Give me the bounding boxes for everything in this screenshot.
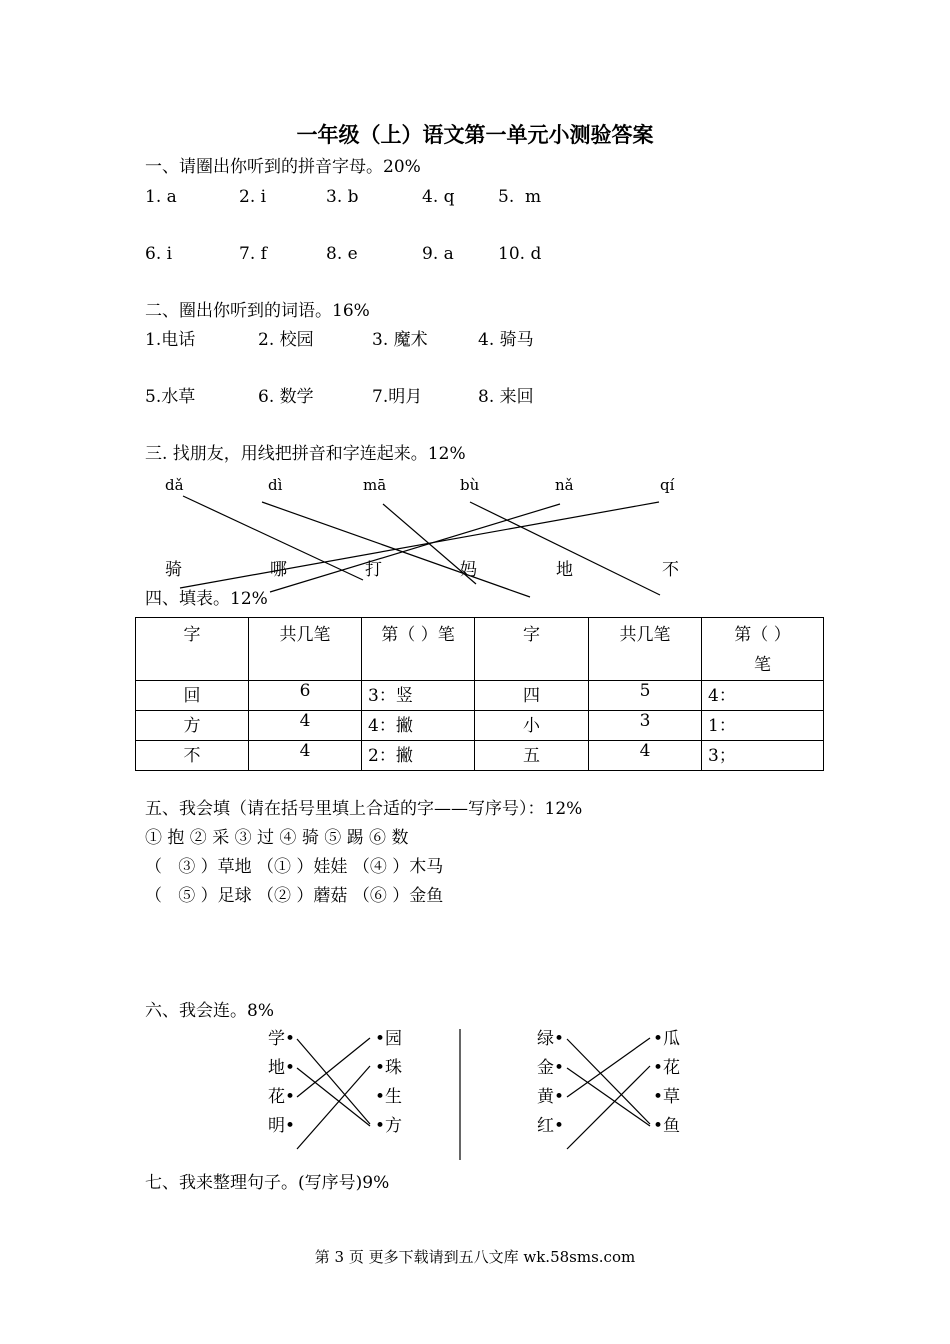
table-cell: 4	[249, 711, 362, 741]
match-link-line	[297, 1068, 370, 1126]
table-row	[136, 741, 824, 771]
match-left: 地•	[268, 1058, 296, 1078]
table-cell: 4：	[702, 681, 824, 711]
sec5-answer-line: （ ⑤ ）足球 （② ）蘑菇 （⑥ ）金鱼	[145, 886, 444, 906]
table-header-cell: 字	[136, 618, 249, 681]
header-part: 第（ ）	[734, 625, 791, 645]
table-header-cell: 第（ ）笔	[362, 618, 475, 681]
hanzi-label: 打	[365, 560, 382, 580]
pinyin-label: nǎ	[555, 476, 574, 494]
pinyin-label: dǎ	[165, 476, 184, 494]
sec1-item: 5. m	[498, 187, 542, 207]
sec2-item: 8. 来回	[478, 387, 534, 407]
match-right: •生	[375, 1087, 403, 1107]
match-left: 花•	[268, 1087, 296, 1107]
table-header-cell: 共几笔	[589, 618, 702, 681]
sec2-item: 1.电话	[145, 330, 196, 350]
table-cell: 回	[136, 681, 249, 711]
match-link-line	[297, 1039, 370, 1124]
hanzi-label: 不	[662, 560, 679, 580]
match-link-line	[567, 1068, 650, 1126]
table-cell: 3；	[702, 741, 824, 771]
pinyin-link-line	[270, 504, 560, 592]
sec1-item: 7. f	[239, 244, 267, 264]
sec2-item: 6. 数学	[258, 387, 314, 407]
sec1-item: 8. e	[326, 244, 358, 264]
pinyin-link-line	[262, 502, 530, 597]
sec1-item: 6. i	[145, 244, 173, 264]
sec5-answer-line: （ ③ ）草地 （① ）娃娃 （④ ）木马	[145, 857, 444, 877]
section-1-heading: 一、请圈出你听到的拼音字母。20%	[145, 157, 421, 177]
match-right: •园	[375, 1029, 403, 1049]
section-7-heading: 七、我来整理句子。(写序号)9%	[145, 1173, 390, 1193]
sec1-item: 1. a	[145, 187, 177, 207]
pinyin-label: bù	[460, 476, 480, 494]
match-right: •草	[653, 1087, 681, 1107]
section-4-heading: 四、填表。12%	[145, 589, 268, 609]
section-2-heading: 二、圈出你听到的词语。16%	[145, 301, 370, 321]
match-right: •花	[653, 1058, 681, 1078]
table-row	[136, 681, 824, 711]
sec1-item: 10. d	[498, 244, 542, 264]
hanzi-label: 哪	[270, 560, 287, 580]
sec1-item: 2. i	[239, 187, 267, 207]
match-link-line	[567, 1039, 650, 1124]
match-link-line	[297, 1066, 370, 1149]
hanzi-label: 妈	[460, 560, 477, 580]
table-cell: 4：撇	[362, 711, 475, 741]
match-left: 红•	[537, 1116, 565, 1136]
match-left: 黄•	[537, 1087, 565, 1107]
table-cell: 4	[589, 741, 702, 771]
table-cell: 不	[136, 741, 249, 771]
sec1-item: 4. q	[422, 187, 455, 207]
table-cell: 6	[249, 681, 362, 711]
table-cell: 1：	[702, 711, 824, 741]
pinyin-label: mā	[363, 476, 387, 494]
pinyin-label: qí	[660, 476, 675, 494]
header-part: 笔	[754, 655, 771, 675]
sec2-item: 7.明月	[372, 387, 423, 407]
match-link-line	[567, 1066, 650, 1149]
table-cell: 4	[249, 741, 362, 771]
match-right: •方	[375, 1116, 403, 1136]
table-cell: 方	[136, 711, 249, 741]
table-cell: 3：竖	[362, 681, 475, 711]
table-cell: 四	[475, 681, 589, 711]
match-link-line	[567, 1038, 650, 1097]
section-6-heading: 六、我会连。8%	[145, 1001, 274, 1021]
table-header-cell	[702, 618, 824, 681]
match-right: •鱼	[653, 1116, 681, 1136]
match-left: 明•	[268, 1116, 296, 1136]
match-right: •珠	[375, 1058, 403, 1078]
sec2-item: 4. 骑马	[478, 330, 534, 350]
match-right: •瓜	[653, 1029, 681, 1049]
sec2-item: 2. 校园	[258, 330, 314, 350]
table-cell: 五	[475, 741, 589, 771]
match-left: 绿•	[537, 1029, 565, 1049]
table-cell: 小	[475, 711, 589, 741]
hanzi-label: 骑	[165, 560, 182, 580]
page-title: 一年级（上）语文第一单元小测验答案	[296, 122, 654, 147]
table-row	[136, 711, 824, 741]
stroke-table	[135, 617, 824, 771]
table-header-cell: 共几笔	[249, 618, 362, 681]
sec1-item: 3. b	[326, 187, 359, 207]
section-5-heading: 五、我会填（请在括号里填上合适的字——写序号）：12%	[145, 799, 583, 819]
pinyin-link-line	[180, 502, 659, 588]
match-left: 学•	[268, 1029, 296, 1049]
pinyin-label: dì	[268, 476, 283, 494]
section-3-heading: 三. 找朋友，用线把拼音和字连起来。12%	[145, 444, 466, 464]
hanzi-label: 地	[556, 560, 573, 580]
match-left: 金•	[537, 1058, 565, 1078]
sec2-item: 3. 魔术	[372, 330, 428, 350]
sec2-item: 5.水草	[145, 387, 196, 407]
table-cell: 3	[589, 711, 702, 741]
match-link-line	[297, 1038, 370, 1097]
sec1-item: 9. a	[422, 244, 454, 264]
pinyin-link-line	[470, 502, 660, 595]
table-cell: 5	[589, 681, 702, 711]
page-footer: 第 3 页 更多下载请到五八文库 wk.58sms.com	[314, 1248, 636, 1266]
sec5-options: ① 抱 ② 采 ③ 过 ④ 骑 ⑤ 踢 ⑥ 数	[145, 828, 409, 848]
table-header-row	[136, 618, 824, 681]
table-header-cell: 字	[475, 618, 589, 681]
table-cell: 2：撇	[362, 741, 475, 771]
